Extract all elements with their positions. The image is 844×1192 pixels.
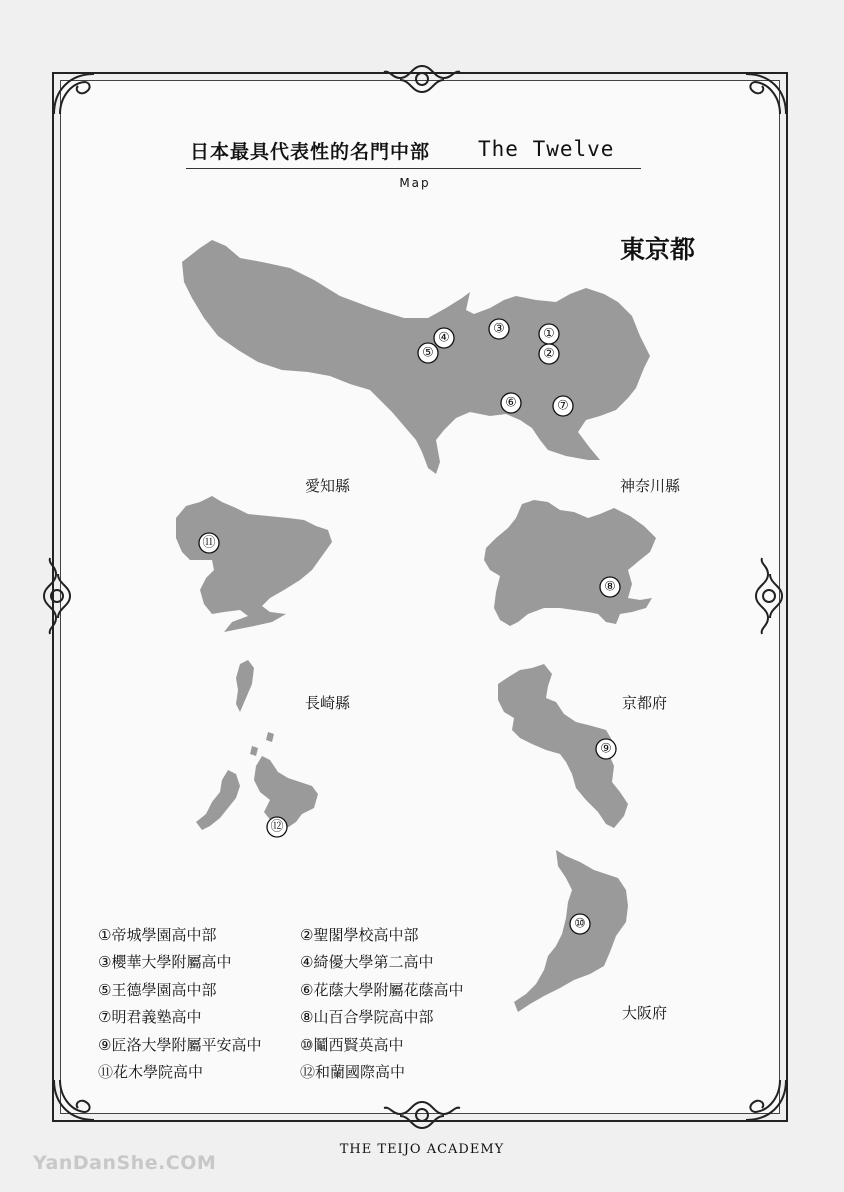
marker-1-label: ① [543,326,555,342]
marker-9 [596,739,616,759]
legend-item: ⑫和蘭國際高中 [300,1062,406,1081]
region-label-nagasaki: 長崎縣 [305,694,351,712]
marker-8-label: ⑧ [604,579,616,595]
marker-3 [489,319,509,339]
marker-11 [199,533,219,553]
region-label-tokyo: 東京都 [620,235,696,264]
legend-item: ⑪花木學院高中 [98,1062,204,1081]
marker-1 [539,324,559,344]
legend-item: ⑦明君義塾高中 [98,1008,202,1027]
marker-4 [434,328,454,348]
marker-9-label: ⑨ [600,741,612,757]
marker-12-label: ⑫ [270,819,284,835]
map-kanagawa [484,500,656,626]
marker-6-label: ⑥ [505,395,517,411]
region-label-kanagawa: 神奈川縣 [620,477,681,495]
marker-2 [539,344,559,364]
watermark: YanDanShe.COM [33,1152,217,1174]
marker-7-label: ⑦ [557,398,569,414]
region-label-kyoto: 京都府 [622,694,668,712]
region-label-aichi: 愛知縣 [305,477,351,495]
marker-6 [501,393,521,413]
page-title-english: The Twelve [478,137,615,161]
marker-4-label: ④ [438,330,450,346]
map-osaka [514,850,628,1012]
legend-item: ⑩鬮西賢英高中 [300,1035,404,1054]
legend-item: ①帝城學園高中部 [98,926,217,944]
page-subtitle: Map [399,176,431,190]
marker-12 [267,817,287,837]
page-title: 日本最具代表性的名門中部 [190,141,431,163]
region-label-osaka: 大阪府 [622,1004,668,1022]
marker-5-label: ⑤ [422,345,434,361]
legend-item: ③櫻華大學附屬高中 [98,953,232,972]
marker-3-label: ③ [493,321,505,337]
legend-column-right [300,922,463,1086]
map-nagasaki [236,660,254,712]
legend-column-left [98,922,261,1086]
legend-item: ④綺優大學第二高中 [300,953,434,972]
marker-8 [600,577,620,597]
legend-item: ⑨匠洛大學附屬平安高中 [98,1035,262,1054]
legend-item: ⑧山百合學院高中部 [300,1008,434,1027]
legend-item: ⑤王德學園高中部 [98,980,217,999]
marker-7 [553,396,573,416]
marker-10-label: ⑩ [574,916,586,932]
marker-5 [418,343,438,363]
legend-item: ②聖閣學校高中部 [300,926,419,944]
marker-10 [570,914,590,934]
map-nagasaki-islands [196,732,318,830]
marker-11-label: ⑪ [202,535,216,551]
footer-caption: THE TEIJO ACADEMY [339,1142,505,1157]
map-tokyo [182,240,650,474]
marker-2-label: ② [543,346,555,362]
map-aichi [176,496,332,632]
legend-item: ⑥花蔭大學附屬花蔭高中 [300,980,464,999]
